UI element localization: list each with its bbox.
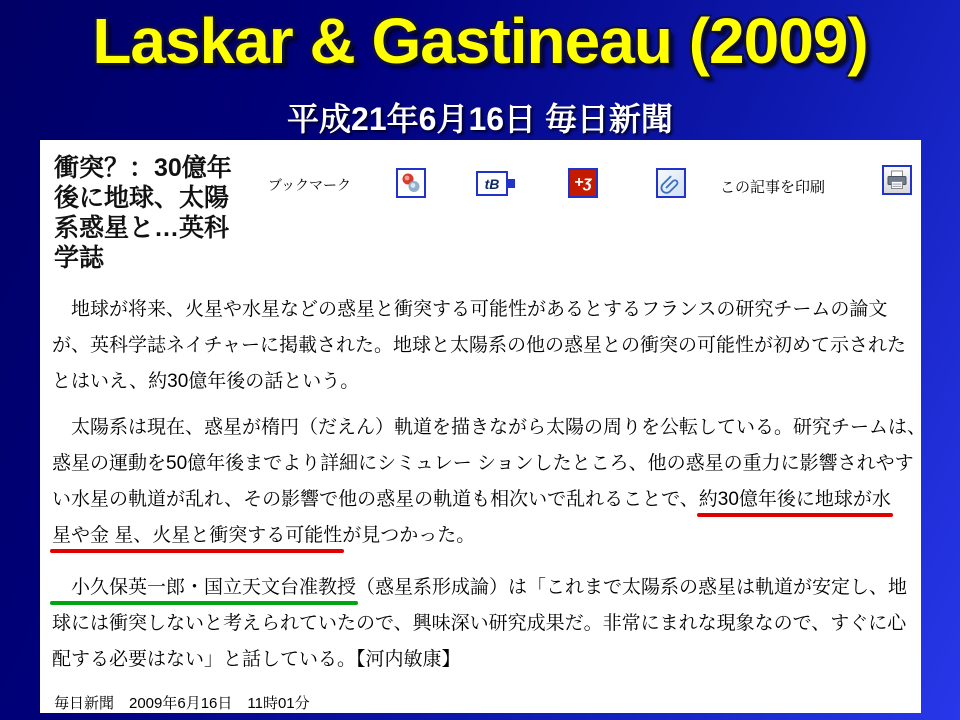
paragraph-text: 配する必要はない」と話している。【河内敏康】: [52, 649, 461, 670]
article-footer: 毎日新聞 2009年6月16日 11時01分: [54, 695, 310, 712]
social-bookmark-icon[interactable]: [396, 168, 426, 198]
article-paragraph-1: [52, 292, 918, 400]
paragraph-text: い水星の軌道が乱れ、その影響で他の惑星の軌道も相次いで乱れることで、: [52, 489, 699, 510]
printer-glyph: [885, 168, 909, 192]
paragraph-text: とはいえ、約30億年後の話という。: [52, 371, 360, 392]
buzzurl-icon[interactable]: [568, 168, 598, 198]
headline-line: 学誌: [54, 244, 105, 272]
article-headline: [54, 153, 284, 273]
two-circles-glyph: [399, 171, 423, 195]
livedoor-clip-icon[interactable]: [476, 171, 508, 196]
paragraph-text: 地球が将来、火星や水星などの惑星と衝突する可能性があるとするフランスの研究チームの論文: [52, 299, 888, 320]
headline-line: 衝突？：30億年: [54, 154, 232, 182]
slide-subtitle: 平成21年6月16日 毎日新聞: [287, 101, 673, 137]
paragraph-text: が見つかった。: [342, 525, 476, 546]
slide-title: Laskar & Gastineau (2009): [92, 5, 868, 77]
buzzurl-glyph: +ʒ: [574, 174, 592, 191]
paragraph-text: 球には衝突しないと考えられていたので、興味深い研究成果だ。非常にまれな現象なので、すぐに心: [52, 613, 907, 634]
article-paragraph-2: [52, 410, 927, 554]
paperclip-glyph: [660, 172, 682, 194]
paragraph-text: 太陽系は現在、惑星が楕円（だえん）軌道を描きながら太陽の周りを公転している。研究チームは、: [52, 417, 927, 438]
headline-line: 後に地球、太陽: [54, 184, 230, 212]
livedoor-tab-shape: [507, 179, 515, 188]
red-underlined-text: 約30億年後に地球が水: [698, 489, 891, 510]
headline-line: 系惑星と…英科: [54, 214, 230, 242]
red-underlined-text: 星や金 星、火星と衝突する可能性: [52, 525, 343, 546]
green-underlined-text: 小久保英一郎・国立天文台准教授: [52, 577, 357, 598]
bookmark-label: ブックマーク: [268, 177, 352, 193]
article-paragraph-3: [52, 570, 918, 678]
printer-icon[interactable]: [882, 165, 912, 195]
paragraph-text: が、英科学誌ネイチャーに掲載された。地球と太陽系の他の惑星との衝突の可能性が初めて示された: [52, 335, 907, 356]
article-screenshot: [40, 140, 927, 713]
paragraph-text: （惑星系形成論）は「これまで太陽系の惑星は軌道が安定し、地: [356, 577, 908, 598]
print-article-link[interactable]: この記事を印刷: [720, 179, 826, 196]
paragraph-text: 惑星の運動を50億年後までより詳細にシミュレー ションしたところ、他の惑星の重力に影響されやす: [52, 453, 914, 474]
paperclip-icon[interactable]: [656, 168, 686, 198]
livedoor-clip-text: tB: [484, 175, 500, 192]
